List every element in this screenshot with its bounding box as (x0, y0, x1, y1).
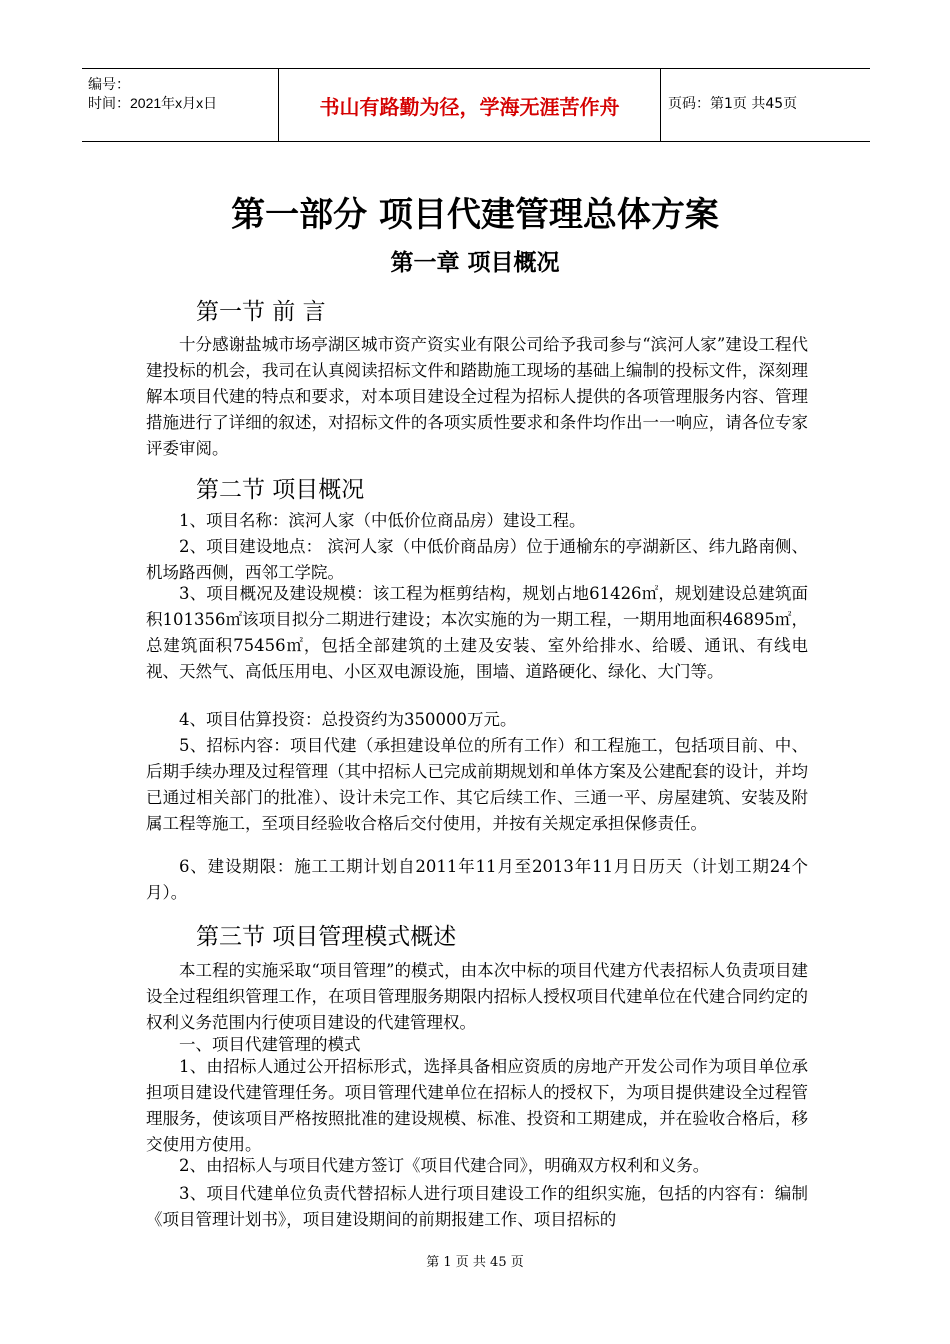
paragraph: 2、项目建设地点： 滨河人家（中低价商品房）位于通榆东的亭湖新区、纬九路南侧、机场路西侧，西邻工学院。 (146, 537, 808, 583)
section-heading: 第三节 项目管理模式概述 (196, 924, 457, 950)
doc-time-label: 时间：2021年x月x日 (88, 95, 218, 111)
section-heading: 第二节 项目概况 (196, 477, 365, 503)
header-divider (660, 69, 661, 141)
paragraph: 6、建设期限：施工工期计划自2011年11月至2013年11月日历天（计划工期24个月）。 (146, 857, 808, 903)
paragraph: 本工程的实施采取“项目管理”的模式，由本次中标的项目代建方代表招标人负责项目建设全过程组织管理工作，在项目管理服务期限内招标人授权项目代建单位在代建合同约定的权利义务范围内行使项目建设的代建管理权。 (146, 961, 808, 1033)
section-heading: 第一节 前 言 (196, 299, 326, 325)
paragraph: 一、项目代建管理的模式 (179, 1035, 361, 1054)
paragraph: 4、项目估算投资：总投资约为350000万元。 (179, 710, 517, 729)
paragraph: 3、项目代建单位负责代替招标人进行项目建设工作的组织实施，包括的内容有：编制《项目管理计划书》，项目建设期间的前期报建工作、项目招标的 (146, 1184, 808, 1230)
paragraph: 5、招标内容：项目代建（承担建设单位的所有工作）和工程施工，包括项目前、中、后期手续办理及过程管理（其中招标人已完成前期规划和单体方案及公建配套的设计，并均已通过相关部门的批准）、设计未完工作、其它后续工作、三通一平、房屋建筑、安装及附属工程等施工，至项目经验收合格后交付使用，并按有关规定承担保修责任。 (146, 736, 808, 834)
page-footer: 第 1 页 共 45 页 (426, 1255, 524, 1270)
header-motto: 书山有路勤为径，学海无涯苦作舟 (319, 95, 620, 119)
paragraph: 3、项目概况及建设规模：该工程为框剪结构，规划占地61426㎡，规划建设总建筑面积101356㎡该项目拟分二期进行建设；本次实施的为一期工程，一期用地面积46895㎡，总建筑面积75456㎡，包括全部建筑的土建及安装、室外给排水、给暖、通讯、有线电视、天然气、高低压用电、小区双电源设施，围墙、道路硬化、绿化、大门等。 (146, 584, 808, 682)
page-header (82, 68, 870, 142)
doc-number-label: 编号： (88, 76, 130, 92)
header-page-info: 页码：第1页 共45页 (668, 96, 798, 112)
paragraph: 2、由招标人与项目代建方签订《项目代建合同》，明确双方权利和义务。 (179, 1156, 710, 1175)
paragraph: 十分感谢盐城市场亭湖区城市资产资实业有限公司给予我司参与“滨河人家”建设工程代建投标的机会，我司在认真阅读招标文件和踏勘施工现场的基础上编制的投标文件，深刻理解本项目代建的特点和要求，对本项目建设全过程为招标人提供的各项管理服务内容、管理措施进行了详细的叙述，对招标文件的各项实质性要求和条件均作出一一响应，请各位专家评委审阅。 (146, 335, 808, 459)
chapter-title: 第一章 项目概况 (390, 250, 560, 276)
header-meta (88, 75, 217, 113)
paragraph: 1、项目名称：滨河人家（中低价位商品房）建设工程。 (179, 511, 586, 530)
paragraph: 1、由招标人通过公开招标形式，选择具备相应资质的房地产开发公司作为项目单位承担项目建设代建管理任务。项目管理代建单位在招标人的授权下，为项目提供建设全过程管理服务，使该项目严格按照批准的建设规模、标准、投资和工期建成，并在验收合格后，移交使用方使用。 (146, 1057, 808, 1155)
document-title: 第一部分 项目代建管理总体方案 (231, 195, 719, 235)
